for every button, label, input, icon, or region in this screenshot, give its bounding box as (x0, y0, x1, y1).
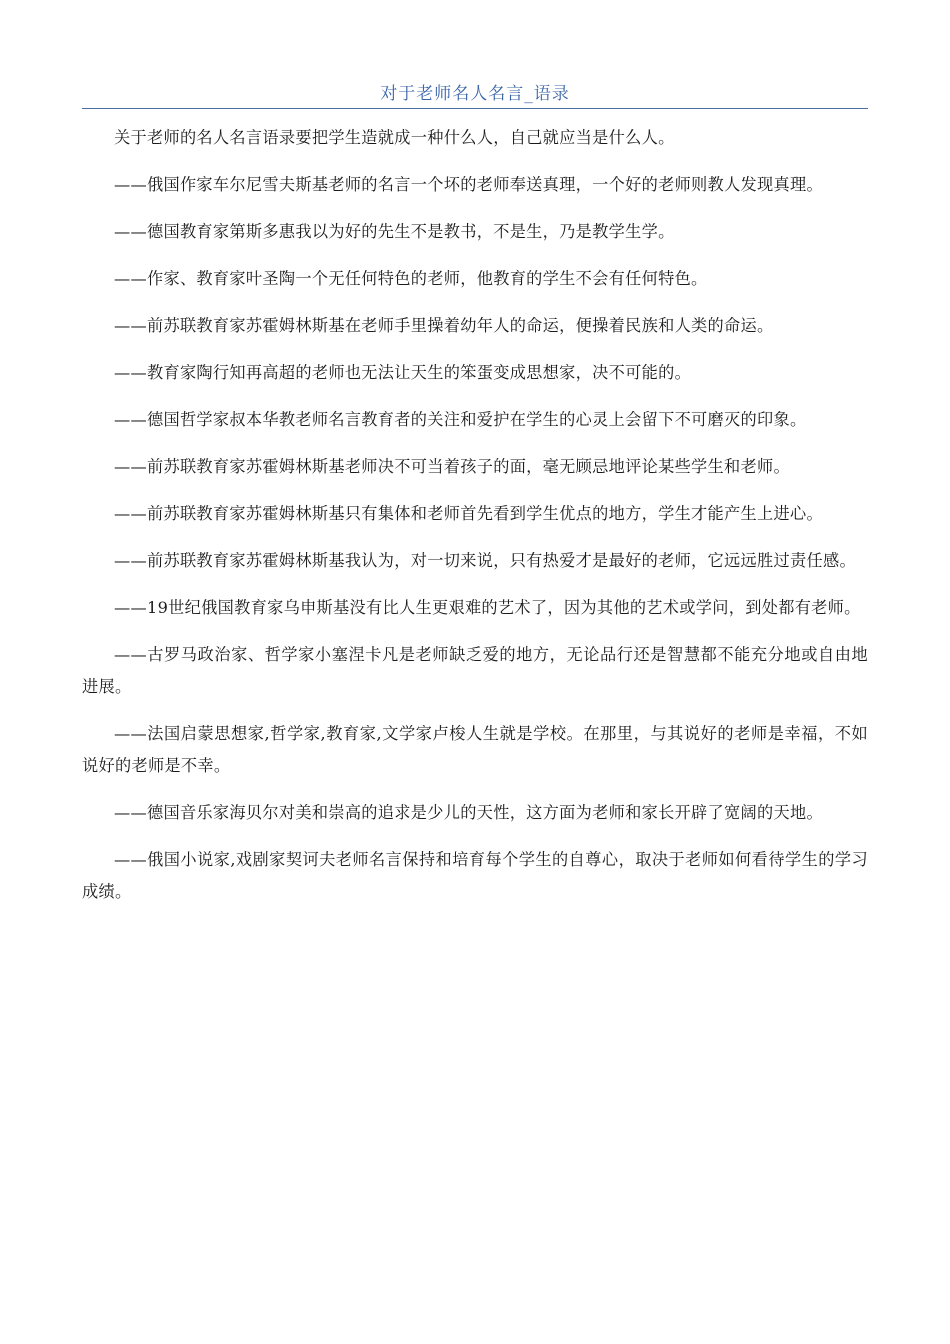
paragraph: ——古罗马政治家、哲学家小塞涅卡凡是老师缺乏爱的地方，无论品行还是智慧都不能充分地或自由地进展。 (82, 645, 868, 696)
paragraph: ——前苏联教育家苏霍姆林斯基只有集体和老师首先看到学生优点的地方，学生才能产生上进心。 (114, 504, 823, 523)
paragraph: ——俄国作家车尔尼雪夫斯基老师的名言一个坏的老师奉送真理，一个好的老师则教人发现真理。 (114, 175, 823, 194)
paragraph: ——作家、教育家叶圣陶一个无任何特色的老师，他教育的学生不会有任何特色。 (114, 269, 708, 288)
page-title: 对于老师名人名言_语录 (380, 84, 570, 104)
paragraph: ——德国教育家第斯多惠我以为好的先生不是教书，不是生，乃是教学生学。 (114, 222, 675, 241)
document-body (82, 122, 868, 923)
paragraph: ——前苏联教育家苏霍姆林斯基我认为，对一切来说，只有热爱才是最好的老师，它远远胜过责任感。 (114, 551, 856, 570)
paragraph: ——法国启蒙思想家,哲学家,教育家,文学家卢梭人生就是学校。在那里，与其说好的老师是幸福，不如说好的老师是不幸。 (82, 724, 868, 775)
paragraph: ——前苏联教育家苏霍姆林斯基在老师手里操着幼年人的命运，便操着民族和人类的命运。 (114, 316, 774, 335)
paragraph: ——德国哲学家叔本华教老师名言教育者的关注和爱护在学生的心灵上会留下不可磨灭的印象。 (114, 410, 807, 429)
paragraph: ——教育家陶行知再高超的老师也无法让天生的笨蛋变成思想家，决不可能的。 (114, 363, 692, 382)
page-header (82, 80, 868, 109)
paragraph: ——19世纪俄国教育家乌申斯基没有比人生更艰难的艺术了，因为其他的艺术或学问，到处都有老师。 (114, 598, 861, 617)
paragraph: ——俄国小说家,戏剧家契诃夫老师名言保持和培育每个学生的自尊心，取决于老师如何看待学生的学习成绩。 (82, 850, 868, 901)
paragraph: ——前苏联教育家苏霍姆林斯基老师决不可当着孩子的面，毫无顾忌地评论某些学生和老师。 (114, 457, 790, 476)
paragraph: ——德国音乐家海贝尔对美和崇高的追求是少儿的天性，这方面为老师和家长开辟了宽阔的天地。 (114, 803, 823, 822)
paragraph: 关于老师的名人名言语录要把学生造就成一种什么人，自己就应当是什么人。 (114, 128, 675, 147)
